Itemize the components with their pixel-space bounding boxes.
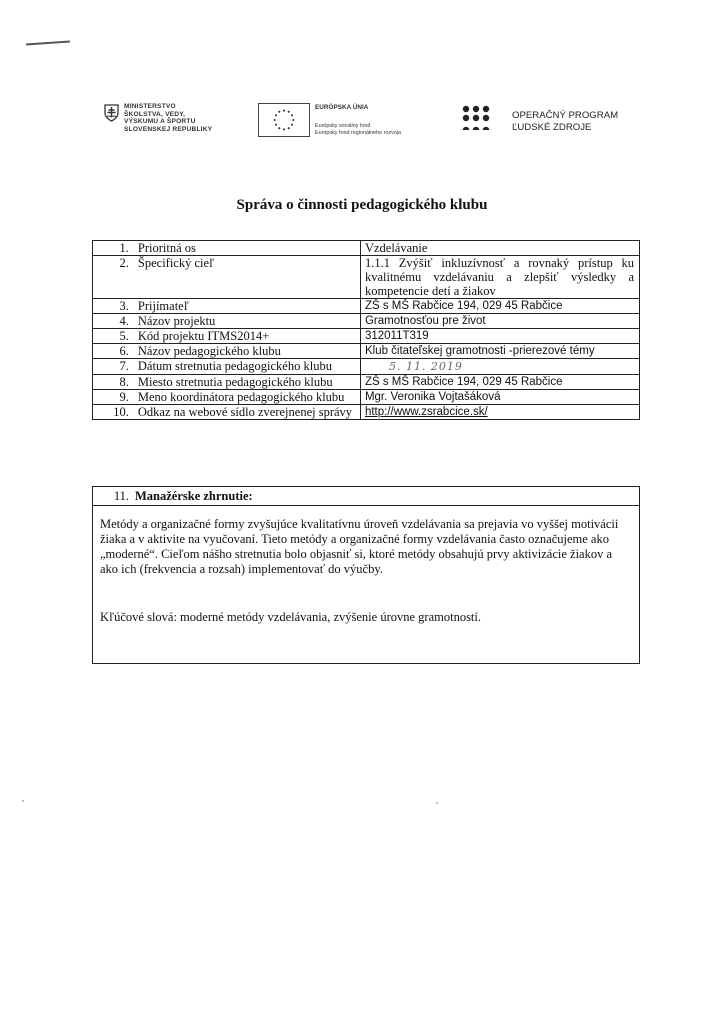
row-number: 5.: [93, 329, 132, 344]
row-value: ZŠ s MŠ Rabčice 194, 029 45 Rabčice: [360, 299, 639, 314]
document-title: Správa o činnosti pedagogického klubu: [236, 197, 488, 213]
table-row: [93, 329, 640, 344]
table-row: [93, 314, 640, 329]
ministry-logo: [104, 103, 244, 143]
row-number: 2.: [93, 256, 132, 299]
row-label: Miesto stretnutia pedagogického klubu: [132, 375, 361, 390]
row-number: 3.: [93, 299, 132, 314]
row-label: Prijímateľ: [132, 299, 361, 314]
op-line-1: OPERAČNÝ PROGRAM: [512, 110, 619, 121]
table-row: [93, 344, 640, 359]
operational-program-logo: [462, 105, 642, 139]
project-info-table: [92, 240, 640, 420]
summary-heading: Manažérske zhrnutie:: [135, 489, 253, 503]
row-label: Názov projektu: [132, 314, 361, 329]
row-value: Vzdelávanie: [360, 241, 639, 256]
eu-fund-social: Európsky sociálny fond: [315, 123, 371, 129]
eu-fund-regional: Európsky fond regionálneho rozvoja: [315, 130, 402, 136]
eu-title: EURÓPSKA ÚNIA: [315, 104, 369, 111]
summary-number: 11.: [113, 489, 129, 503]
row-value: ZŠ s MŠ Rabčice 194, 029 45 Rabčice: [360, 375, 639, 390]
row-value: [360, 359, 639, 375]
op-line-2: ĽUDSKÉ ZDROJE: [512, 122, 592, 133]
summary-paragraph: Metódy a organizačné formy zvyšujúce kvalitatívnu úroveň vzdelávania sa prejavia vo vyššej motivácii žiaka a v aktivite na vyučovaní. Tieto metódy a organizačné formy vzdelávania často označujeme ako „moderné“. Cieľom nášho stretnutia bolo objasniť si, ktoré metódy obsahujú prvy aktivizácie žiakov a ako ich (frekvencia a rozsah) implementovať do výučby.: [100, 517, 619, 576]
ministry-line-1: MINISTERSTVO: [124, 103, 176, 110]
row-value: Klub čitateľskej gramotnosti -prierezové témy: [360, 344, 639, 359]
table-row: [93, 359, 640, 375]
row-number: 9.: [93, 390, 132, 405]
summary-keywords: Kľúčové slová: moderné metódy vzdelávania, zvýšenie úrovne gramotností.: [100, 610, 482, 624]
table-row: [93, 299, 640, 314]
row-number: 6.: [93, 344, 132, 359]
row-value: 1.1.1 Zvýšiť inkluzívnosť a rovnaký prístup ku kvalitnému vzdelávaniu a zlepšiť výsledky a kompetencie detí a žiakov: [360, 256, 639, 299]
table-row: [93, 390, 640, 405]
row-value: Gramotnosťou pre život: [360, 314, 639, 329]
row-value: Mgr. Veronika Vojtašáková: [360, 390, 639, 405]
handwritten-date: 5. 11. 2019: [388, 360, 463, 373]
row-value: 312011T319: [360, 329, 639, 344]
table-row: [93, 375, 640, 390]
management-summary: [92, 486, 640, 664]
table-row: [93, 405, 640, 420]
ministry-line-3: VÝSKUMU A ŠPORTU: [124, 118, 196, 126]
row-label: Kód projektu ITMS2014+: [132, 329, 361, 344]
row-label: Prioritná os: [132, 241, 361, 256]
row-number: 4.: [93, 314, 132, 329]
report-link[interactable]: http://www.zsrabcice.sk/: [364, 406, 488, 418]
scan-pen-mark: [26, 40, 70, 45]
row-label: Názov pedagogického klubu: [132, 344, 361, 359]
row-number: 7.: [93, 359, 132, 375]
scan-speck: [22, 800, 24, 802]
ministry-line-2: ŠKOLSTVA, VEDY,: [124, 110, 186, 118]
row-number: 10.: [93, 405, 132, 420]
slovak-crest-icon: [104, 104, 119, 122]
row-label: Dátum stretnutia pedagogického klubu: [132, 359, 361, 375]
row-number: 1.: [93, 241, 132, 256]
row-value: [360, 405, 639, 420]
table-row: [93, 256, 640, 299]
op-dots-icon: [462, 105, 498, 133]
ministry-line-4: SLOVENSKEJ REPUBLIKY: [124, 125, 213, 133]
scan-speck: [436, 802, 438, 804]
table-row: [93, 241, 640, 256]
row-label: Meno koordinátora pedagogického klubu: [132, 390, 361, 405]
row-label: Špecifický cieľ: [132, 256, 361, 299]
eu-flag-icon: [258, 103, 310, 137]
eu-logo: [258, 103, 428, 143]
row-number: 8.: [93, 375, 132, 390]
row-label: Odkaz na webové sídlo zverejnenej správy: [132, 405, 361, 420]
